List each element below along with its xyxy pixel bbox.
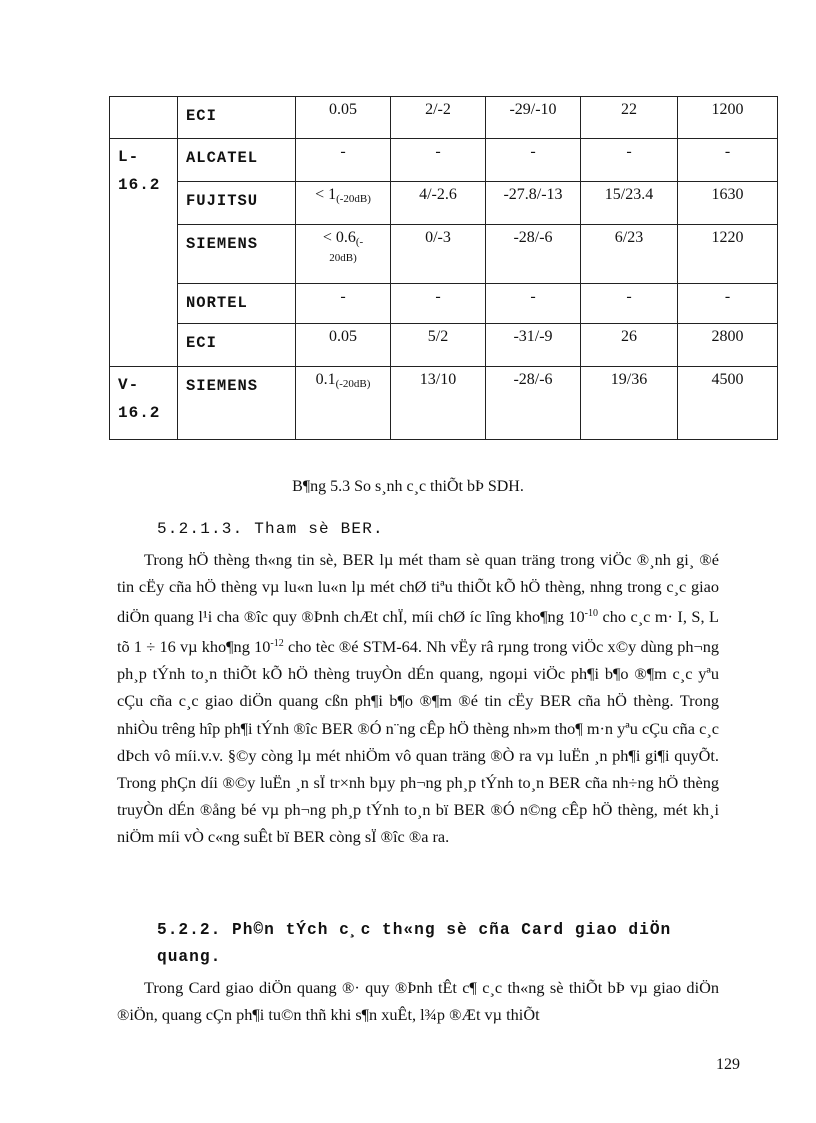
value-cell: 22 [581, 97, 678, 139]
body-paragraph: Trong Card giao diÖn quang ®· quy ®Þnh tÊt c¶ c¸c th«ng sè thiÕt bÞ vµ giao diÖn ®iÖn, quang cÇn ph¶i tu©n thñ khi s¶n xuÊt, l¾p ®Æt vµ thiÕt [117, 978, 719, 1025]
body-paragraph: Trong hÖ thèng th«ng tin sè, BER lµ mét tham sè quan träng trong viÖc ®¸nh gi¸ ®é tin cËy cña hÖ thèng vµ lu«n lu«n lµ mét chØ tiªu thiÕt kÕ hÖ thèng, nhng trong c¸c giao diÖn quang l¹i cha ®îc quy ®Þnh chÆt chÏ, míi chØ íc lîng kho¶ng $10^{-10}$ cho c¸c m· I, S, L tõ 1 ÷ 16 vµ kho¶ng $10^{-12}$ cho tèc ®é STM-64. Nh vËy râ rµng trong viÖc x©y dùng ph¬ng ph¸p tÝnh to¸n thiÕt kÕ hÖ thèng truyÒn dÉn quang, ngoµi viÖc ph¶i b¶o ®¶m c¸c yªu cÇu cña c¸c giao diÖn quang cßn ph¶i b¶o ®¶m ®é tin cËy BER cña hÖ thèng. Trong nhiÒu trêng hîp ph¶i tÝnh ®îc BER ®Ó n¨ng cÊp hÖ thèng nh»m tho¶ m·n yªu cÇu cña c¸c dÞch vô míi.v.v. §©y còng lµ mét nhiÖm vô quan träng ®Ò ra vµ luËn ¸n ph¶i gi¶i quyÕt. Trong phÇn díi ®©y luËn ¸n sÏ tr×nh bµy ph¬ng ph¸p tÝnh to¸n BER cña nh÷ng hÖ thèng truyÒn dÉn ®ång bé vµ ph¬ng ph¸p tÝnh to¸n bï BER ®Ó n©ng cÊp hÖ thèng, mét kh¸i niÖm míi vÒ c«ng suÊt bï BER còng sÏ ®îc ®a ra. [117, 550, 720, 846]
value-cell: 0.05 [296, 97, 391, 139]
value-cell: -28/-6 [486, 225, 581, 284]
value-cell: 1220 [678, 225, 778, 284]
value-cell: - [678, 284, 778, 324]
value-cell: - [581, 284, 678, 324]
value-cell: < $1_{(-20dB)}$ [296, 182, 391, 225]
vendor-cell: SIEMENS [178, 367, 296, 440]
value-cell: -31/-9 [486, 324, 581, 367]
value-cell: 15/23.4 [581, 182, 678, 225]
value-cell: 4/-2.6 [391, 182, 486, 225]
value-cell: - [581, 139, 678, 182]
table-row [110, 139, 778, 182]
vendor-cell: NORTEL [178, 284, 296, 324]
group-cell [110, 97, 178, 139]
table-row [110, 324, 778, 367]
value-cell: 19/36 [581, 367, 678, 440]
value-cell: 2/-2 [391, 97, 486, 139]
group-cell-v162: V- 16.2 [110, 367, 178, 440]
value-cell: 0.05 [296, 324, 391, 367]
value-cell: 6/23 [581, 225, 678, 284]
comparison-table [109, 96, 778, 440]
value-cell: - [296, 284, 391, 324]
value-cell: -27.8/-13 [486, 182, 581, 225]
table-row [110, 225, 778, 284]
table-row [110, 284, 778, 324]
table-caption: B¶ng 5.3 So s¸nh c¸c thiÕt bÞ SDH. [292, 478, 524, 495]
value-cell: - [678, 139, 778, 182]
vendor-cell: SIEMENS [178, 225, 296, 284]
vendor-cell: ALCATEL [178, 139, 296, 182]
value-cell: 1200 [678, 97, 778, 139]
value-cell: - [391, 284, 486, 324]
table-row [110, 367, 778, 440]
value-cell: 0/-3 [391, 225, 486, 284]
value-cell: - [391, 139, 486, 182]
group-cell-l162: L- 16.2 [110, 139, 178, 367]
vendor-cell: FUJITSU [178, 182, 296, 225]
value-cell: - [296, 139, 391, 182]
page-number: 129 [716, 1056, 740, 1073]
value-cell: $0.1_{(-20dB)}$ [296, 367, 391, 440]
value-cell: < $0.6_{(-}$ 20dB) [296, 225, 391, 284]
vendor-cell: ECI [178, 324, 296, 367]
value-cell: 5/2 [391, 324, 486, 367]
value-cell: 2800 [678, 324, 778, 367]
value-cell: 1630 [678, 182, 778, 225]
value-cell: -29/-10 [486, 97, 581, 139]
section-heading-5-2-1-3: 5.2.1.3. Tham sè BER. [157, 520, 384, 538]
table-row [110, 182, 778, 225]
value-cell: - [486, 284, 581, 324]
value-cell: 4500 [678, 367, 778, 440]
vendor-cell: ECI [178, 97, 296, 139]
value-cell: - [486, 139, 581, 182]
table-row [110, 97, 778, 139]
value-cell: 13/10 [391, 367, 486, 440]
section-heading-5-2-2: 5.2.2. Ph©n tÝch c¸c th«ng sè cña Card giao diÖn quang. [157, 921, 672, 966]
value-cell: -28/-6 [486, 367, 581, 440]
value-cell: 26 [581, 324, 678, 367]
